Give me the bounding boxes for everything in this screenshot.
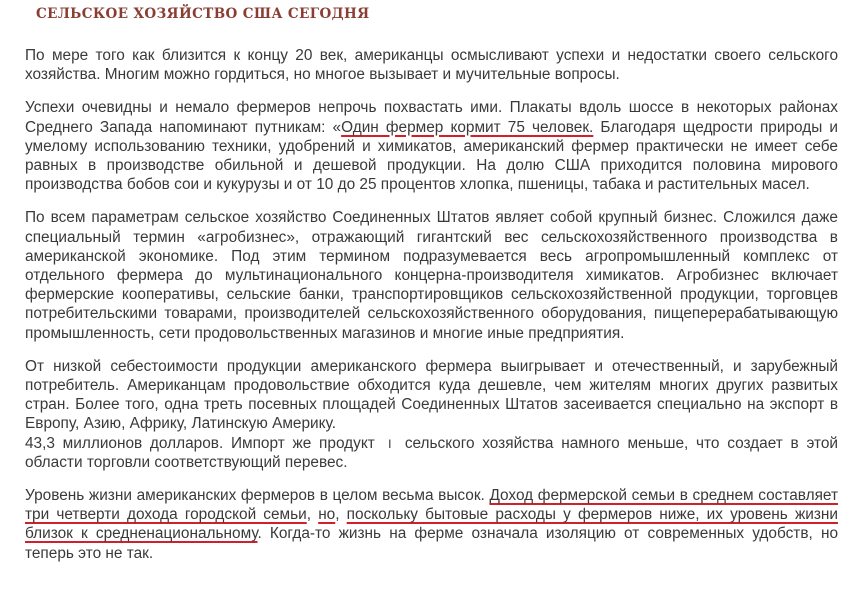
- underlined-quote: Один фермер кормит 75 человек.: [341, 118, 594, 136]
- paragraph-5-sep-1: ,: [306, 506, 319, 524]
- paragraph-3: По всем параметрам сельское хозяйство Соединенных Штатов являет собой крупный бизнес. Сложился даже специальный термин «агробизнес», отражающий гигантский вес сельскохозяйственного производства в американской экономике. Под этим термином подразумевается весь агропромышленный комплекс от отдельного фермера до мультинационального концерна-производителя химикатов. Агробизнес включает фермерские кооперативы, сельские банки, транспортировщиков сельскохозяйственной продукции, торговцев потребительскими товарами, производителей сельскохозяйственного оборудования, пищеперерабатывающую промышленность, сети продовольственных магазинов и многие иные предприятия.: [25, 209, 838, 342]
- paragraph-1: По мере того как близится к концу 20 век, американцы осмысливают успехи и недостатки своего сельского хозяйства. Многим можно гордиться, но многое вызывает и мучительные вопросы.: [25, 47, 838, 84]
- paragraph-5-text-end: . Когда-то жизнь на ферме означала изоляцию от современных удобств, но теперь это не так.: [25, 525, 839, 562]
- paragraph-5-sep-2: ,: [335, 506, 347, 524]
- article-body: [25, 46, 838, 563]
- paragraph-4-fragment-start: 43,3 миллионов долларов. Импорт же продукт: [25, 434, 375, 452]
- paragraph-5: [25, 486, 838, 563]
- underlined-but: но: [318, 506, 336, 524]
- paragraph-2: [25, 98, 838, 194]
- underlined-living-standard-phrase: поскольку бытовые расходы у фермеров ниже, их уровень жизни близок к средненациональному: [25, 506, 839, 543]
- paragraph-4-main: От низкой себестоимости продукции американского фермера выигрывает и отечественный, и зарубежный потребитель. Американцам продовольствие обходится куда дешевле, чем жителям многих других развитых стран. Более того, одна треть посевных площадей Соединенных Штатов засеивается специально на экспорт в Европу, Азию, Африку, Латинскую Америку.: [25, 357, 838, 433]
- paragraph-2-text-start: Успехи очевидны и немало фермеров непрочь похвастать ими. Плакаты вдоль шоссе в некоторых районах Среднего Запада напоминают путникам: «: [25, 99, 838, 136]
- stray-glyph: ı: [387, 434, 392, 452]
- paragraph-4-fragment-end: сельского хозяйства намного меньше, что создает в этой области торговли соответствующий перевес.: [25, 434, 838, 471]
- paragraph-2-text-end: Благодаря щедрости природы и умелому использованию техники, удобрений и химикатов, американский фермер практически не имеет себе равных в производстве обильной и дешевой продукции. На долю США приходится половина мирового производства бобов сои и кукурузы и от 10 до 25 процентов хлопка, пшеницы, табака и растительных масел.: [25, 118, 838, 194]
- paragraph-5-text-start: Уровень жизни американских фермеров в целом весьма высок.: [25, 487, 490, 505]
- paragraph-4: [25, 357, 838, 472]
- article-title: СЕЛЬСКОЕ ХОЗЯЙСТВО США СЕГОДНЯ: [36, 6, 370, 22]
- underlined-income-phrase: Доход фермерской семьи в среднем составляет три четверти дохода городской семьи: [25, 487, 838, 524]
